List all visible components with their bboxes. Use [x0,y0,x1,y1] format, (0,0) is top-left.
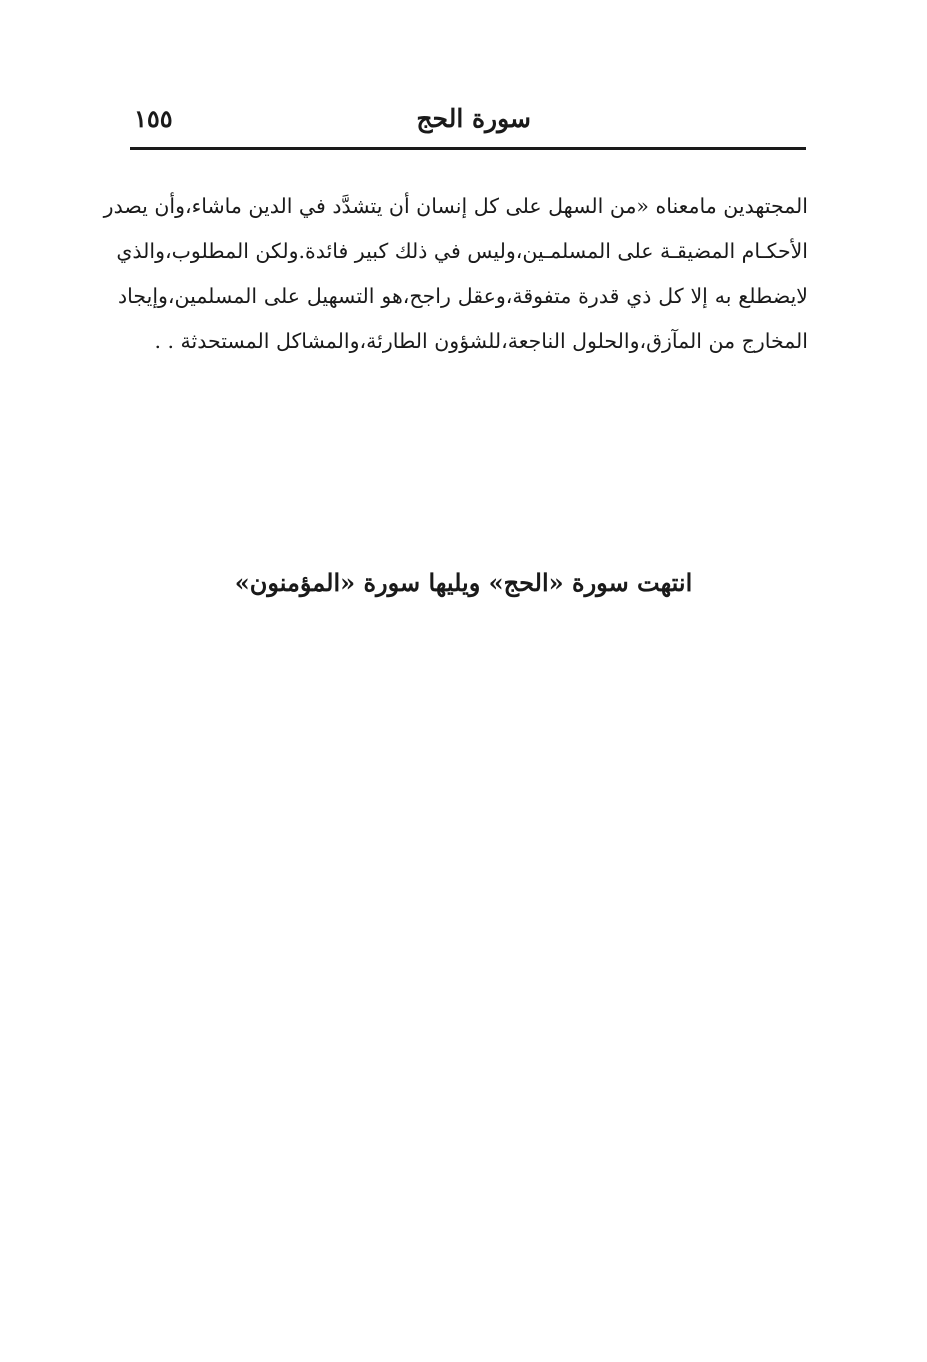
surah-end-note: انتهت سورة «الحج» ويليها سورة «المؤمنون» [234,568,693,597]
text-line: المجتهدين مامعناه «من السهل على كل إنسان أن يتشدَّد في الدين ماشاء،وأن يصدر [103,194,808,218]
body-paragraph [103,184,808,364]
header-divider [130,147,806,150]
page-header [130,100,806,144]
text-line: لايضطلع به إلا كل ذي قدرة متفوقة،وعقل راجح،هو التسهيل على المسلمين،وإيجاد [118,284,808,308]
page-number: ١٥٥ [134,104,173,133]
text-line: المخارج من المآزق،والحلول الناجعة،للشؤون الطارئة،والمشاكل المستحدثة . . [154,329,808,353]
running-title: سورة الحج [416,104,531,133]
text-line: الأحكـام المضيقـة على المسلمـين،وليس في ذلك كبير فائدة.ولكن المطلوب،والذي [116,239,808,263]
